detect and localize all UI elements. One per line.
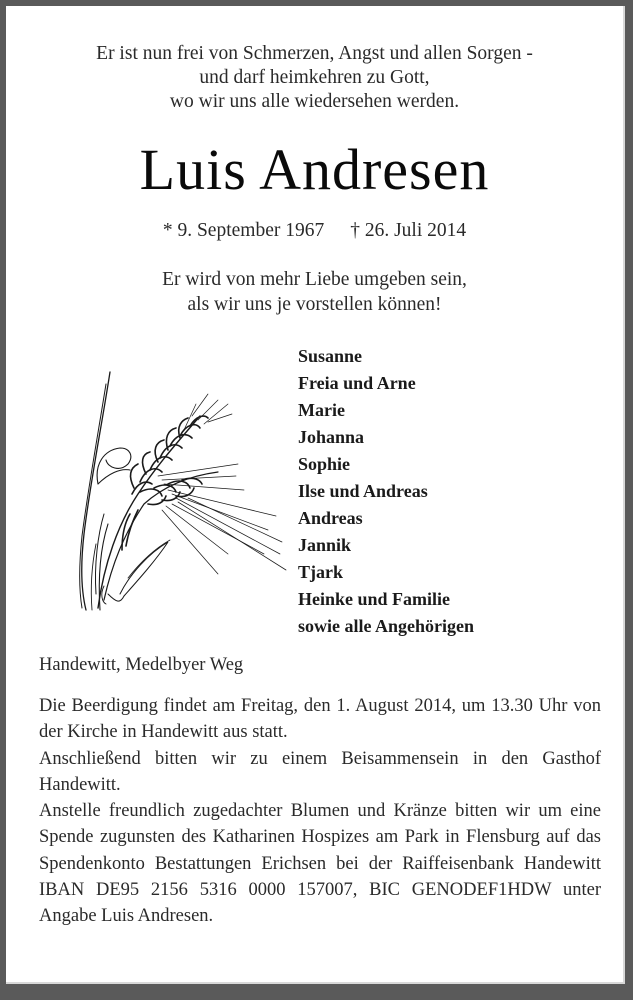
mourner-item: Sophie bbox=[298, 454, 351, 474]
mourner-item: Marie bbox=[298, 400, 345, 420]
opening-verse bbox=[6, 42, 623, 114]
mourner-item: Johanna bbox=[298, 427, 365, 447]
mourner-item: Freia und Arne bbox=[298, 373, 416, 393]
life-dates bbox=[6, 219, 623, 243]
funeral-paragraph: Die Beerdigung findet am Freitag, den 1. August 2014, um 13.30 Uhr von der Kirche in Handewitt aus statt. bbox=[39, 696, 601, 743]
mourner-item: Tjark bbox=[298, 562, 343, 582]
mourner-item: Andreas bbox=[298, 508, 363, 528]
mourner-item: Susanne bbox=[298, 346, 363, 366]
opening-verse-line: und darf heimkehren zu Gott, bbox=[199, 67, 430, 88]
mourner-item: Heinke und Familie bbox=[298, 589, 451, 609]
second-verse-line: als wir uns je vorstellen können! bbox=[187, 294, 442, 315]
reception-paragraph: Anschließend bitten wir zu einem Beisammensein in den Gasthof Handewitt. bbox=[39, 748, 601, 795]
place-line: Handewitt, Medelbyer Weg bbox=[39, 655, 244, 675]
donation-paragraph: Anstelle freundlich zugedachter Blumen und Kränze bitten wir um eine Spende zugunsten des Katharinen Hospizes am Park in Flensburg auf das Spendenkonto Bestattungen Erichsen bei der Raiffeisenbank Handewitt IBAN DE95 2156 5316 0000 157007, BIC GENODEF1HDW unter Angabe Luis Andresen. bbox=[39, 801, 601, 927]
funeral-details bbox=[39, 693, 601, 930]
mourners-list bbox=[298, 343, 474, 640]
birth-date: * 9. September 1967 bbox=[162, 220, 325, 241]
opening-verse-line: wo wir uns alle wiedersehen werden. bbox=[169, 91, 460, 112]
opening-verse-line: Er ist nun frei von Schmerzen, Angst und allen Sorgen - bbox=[96, 43, 533, 64]
second-verse bbox=[6, 267, 623, 317]
mourner-item: sowie alle Angehörigen bbox=[298, 616, 474, 636]
obituary-notice bbox=[6, 6, 625, 984]
mourner-item: Ilse und Andreas bbox=[298, 481, 428, 501]
mourner-item: Jannik bbox=[298, 535, 352, 555]
deceased-name: Luis Andresen bbox=[139, 137, 490, 202]
death-date: † 26. Juli 2014 bbox=[350, 220, 467, 241]
second-verse-line: Er wird von mehr Liebe umgeben sein, bbox=[162, 269, 467, 290]
wheat-sheaf-icon bbox=[68, 364, 288, 614]
